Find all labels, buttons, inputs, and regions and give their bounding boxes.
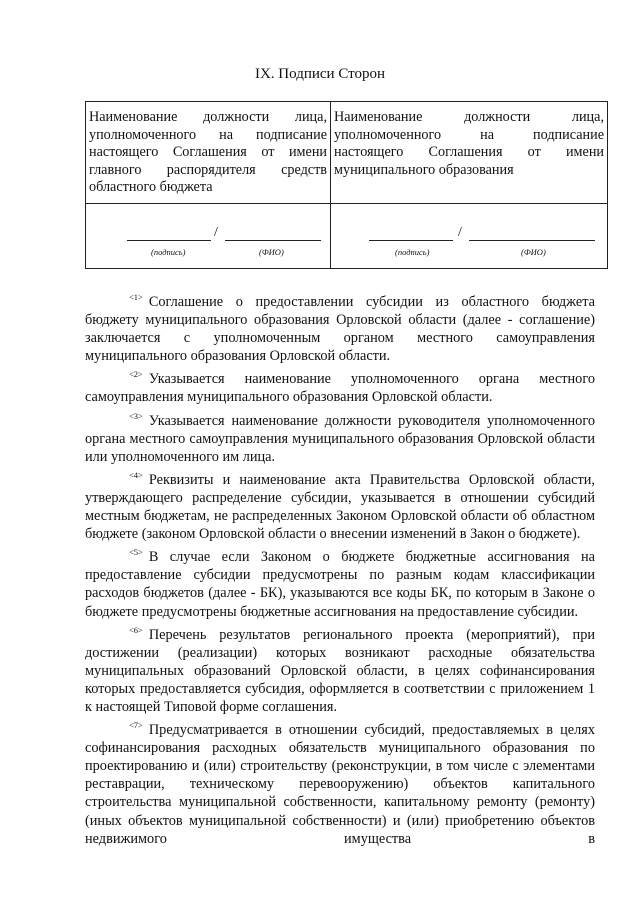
- left-name-line: [225, 222, 321, 241]
- footnote-text: Предусматривается в отношении субсидий, предоставляемых в целях софинансирования расходных обязательств муниципального образования по проектированию и (или) строительству (реконструкции, в том числе с элементами реставрации, техническому перевооружению) объектов капитального строительства муниципальной собственности, капитальному ремонту (ремонту) (иных объектов муниципальной собственности) и (или) приобретению объектов недвижимого имущества в: [85, 722, 595, 847]
- left-sign-caption: (подпись): [151, 246, 186, 257]
- right-signature-cell: [331, 203, 608, 268]
- footnote-text: Перечень результатов регионального проекта (мероприятий), при достижении (реализации) которых возникают расходные обязательства муниципальных образований Орловской области, в целях софинансирования которых предоставляется субсидия, оформляется в соответствии с приложением 1 к настоящей Типовой форме соглашения.: [85, 626, 595, 715]
- left-signature-line: [127, 222, 211, 241]
- left-signature-cell: [86, 203, 331, 268]
- left-separator: /: [214, 224, 218, 240]
- footnote: [85, 407, 595, 466]
- footnote-text: Соглашение о предоставлении субсидии из областного бюджета бюджету муниципального образования Орловской области (далее - соглашение) заключается с уполномоченным органом местного самоуправления муниципального образования Орловской области.: [85, 294, 595, 365]
- footnote-text: Указывается наименование уполномоченного органа местного самоуправления муниципального образования Орловской области.: [85, 371, 595, 406]
- left-party-header: Наименование должности лица, уполномоченного на подписание настоящего Соглашения от имени главного распорядителя средств областного бюджета: [86, 102, 331, 204]
- right-party-header: Наименование должности лица, уполномоченного на подписание настоящего Соглашения от имени муниципального образования: [331, 102, 608, 204]
- right-signature-line: [369, 222, 453, 241]
- footnotes: [85, 288, 595, 848]
- footnote-text: Реквизиты и наименование акта Правительства Орловской области, утверждающего распределение субсидии, указывается в отношении субсидий местным бюджетам, не распределенных Законом Орловской области об областном бюджете (законом Орловской области о внесении изменений в Закон о бюджете).: [85, 471, 595, 543]
- footnote: [85, 365, 595, 406]
- footnote-mark: <1>: [129, 292, 143, 302]
- footnote: [85, 466, 595, 543]
- footnote-text: В случае если Законом о бюджете бюджетные ассигнования на предоставление субсидии предусмотрены по разным кодам классификации расходов бюджетов (далее - БК), указываются все коды БК, по которым в Законе о бюджете предусмотрены бюджетные ассигнования на предоставление субсидии.: [85, 549, 595, 620]
- section-heading: IX. Подписи Сторон: [254, 66, 386, 82]
- footnote: [85, 716, 595, 848]
- footnote: [85, 543, 595, 620]
- signature-table: [85, 101, 608, 269]
- left-name-caption: (ФИО): [259, 246, 284, 257]
- footnote-mark: <2>: [129, 369, 143, 380]
- footnote: [85, 288, 595, 365]
- right-sign-caption: (подпись): [395, 246, 430, 257]
- footnote: [85, 621, 595, 716]
- footnote-mark: <7>: [129, 720, 143, 731]
- right-name-line: [469, 222, 595, 241]
- footnote-mark: <4>: [129, 469, 143, 480]
- footnote-mark: <6>: [129, 624, 143, 635]
- right-name-caption: (ФИО): [521, 246, 546, 257]
- right-separator: /: [458, 224, 462, 240]
- footnote-text: Указывается наименование должности руководителя уполномоченного органа местного самоуправления муниципального образования Орловской области или уполномоченного им лица.: [85, 412, 595, 465]
- footnote-mark: <5>: [129, 547, 143, 558]
- footnote-mark: <3>: [129, 410, 143, 421]
